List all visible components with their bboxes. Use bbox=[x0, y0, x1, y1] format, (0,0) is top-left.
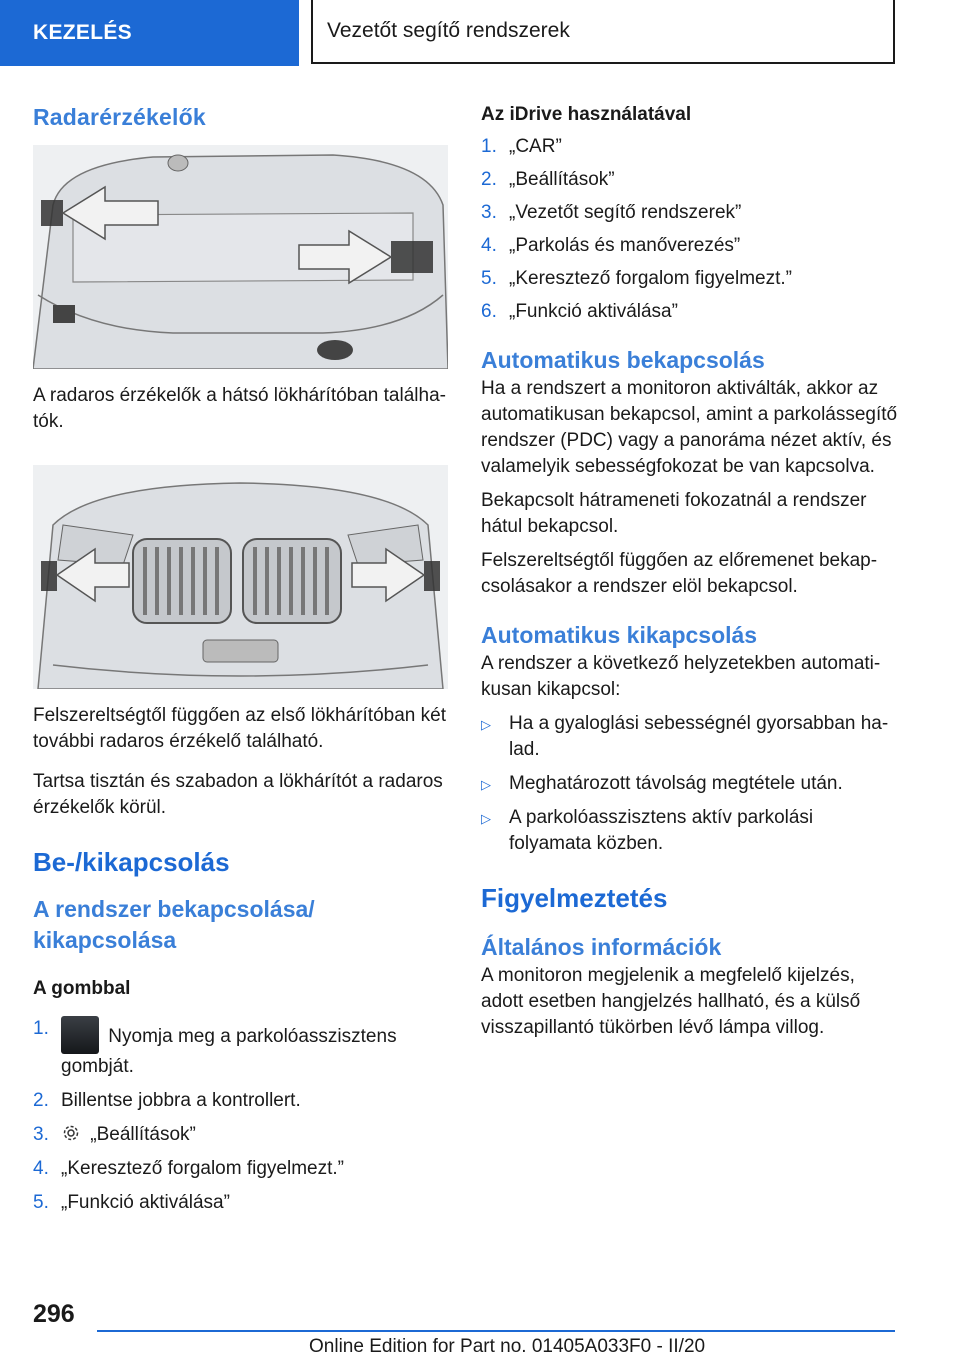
auto-on-paragraph: Bekapcsolt hátrameneti fokozatnál a rendszer hátul bekapcsol. bbox=[481, 490, 867, 537]
list-item bbox=[481, 299, 899, 325]
step-number: 5. bbox=[481, 268, 497, 289]
right-column bbox=[481, 96, 899, 1041]
gear-icon bbox=[61, 1123, 81, 1143]
page-number: 296 bbox=[33, 1300, 75, 1328]
list-item bbox=[33, 1156, 448, 1182]
park-assist-button-icon bbox=[61, 1016, 99, 1054]
auto-on-heading: Automatikus bekapcsolás bbox=[481, 347, 765, 373]
front-caption: Felszereltségtől függően az első lökhárítóban két további radaros érzékelő található. bbox=[33, 705, 446, 752]
list-item bbox=[481, 805, 899, 857]
step-number: 2. bbox=[33, 1090, 49, 1111]
list-item bbox=[481, 167, 899, 193]
left-column bbox=[33, 96, 448, 1216]
button-steps bbox=[33, 1016, 448, 1216]
radar-heading: Radarérzékelők bbox=[33, 104, 206, 130]
onoff-heading: Be-/kikapcsolás bbox=[33, 847, 230, 877]
triangle-bullet-icon: ▷ bbox=[481, 811, 491, 826]
step-number: 5. bbox=[33, 1192, 49, 1213]
button-heading: A gombbal bbox=[33, 978, 131, 999]
idrive-steps bbox=[481, 134, 899, 325]
step-number: 2. bbox=[481, 169, 497, 190]
step-number: 3. bbox=[33, 1124, 49, 1145]
step-text: „Beállítások” bbox=[90, 1124, 196, 1145]
step-text: „Parkolás és manőverezés” bbox=[509, 235, 741, 256]
list-item bbox=[481, 266, 899, 292]
idrive-heading: Az iDrive használatával bbox=[481, 104, 692, 125]
step-text: „Keresztező forgalom figyelmezt.” bbox=[61, 1158, 344, 1179]
footer-divider bbox=[97, 1330, 895, 1332]
rear-bumper-illustration bbox=[33, 145, 448, 369]
step-number: 3. bbox=[481, 202, 497, 223]
general-info-paragraph: A monitoron megjelenik a megfelelő kijelzés, adott esetben hangjelzés hallható, és a külső visszapillantó tükörben lévő lámpa villog. bbox=[481, 965, 861, 1038]
bullet-text: Ha a gyaloglási sebességnél gyorsabban ha-lad. bbox=[509, 713, 889, 760]
auto-off-heading: Automatikus kikapcsolás bbox=[481, 622, 758, 648]
step-text: „Vezetőt segítő rendszerek” bbox=[509, 202, 742, 223]
rear-caption: A radaros érzékelők a hátsó lökhárítóban találha-tók. bbox=[33, 385, 446, 432]
auto-off-intro: A rendszer a következő helyzetekben automati-kusan kikapcsol: bbox=[481, 653, 881, 700]
list-item bbox=[481, 771, 899, 797]
step-number: 1. bbox=[33, 1018, 49, 1039]
rear-bumper-figure bbox=[33, 145, 448, 369]
auto-off-list bbox=[481, 711, 899, 857]
step-text: „Keresztező forgalom figyelmezt.” bbox=[509, 268, 792, 289]
section-tab: KEZELÉS bbox=[0, 0, 299, 66]
step-text: „CAR” bbox=[509, 136, 562, 157]
step-text: „Funkció aktiválása” bbox=[61, 1192, 230, 1213]
bullet-text: A parkolóasszisztens aktív parkolási folyamata közben. bbox=[509, 807, 814, 854]
triangle-bullet-icon: ▷ bbox=[481, 777, 491, 792]
list-item bbox=[481, 134, 899, 160]
list-item bbox=[481, 200, 899, 226]
step-text: „Funkció aktiválása” bbox=[509, 301, 678, 322]
list-item bbox=[33, 1190, 448, 1216]
enable-heading: A rendszer bekapcsolása/ kikapcsolása bbox=[33, 896, 315, 953]
auto-on-paragraph: Felszereltségtől függően az előremenet bekap-csolásakor a rendszer elöl bekapcsol. bbox=[481, 550, 878, 597]
step-number: 6. bbox=[481, 301, 497, 322]
step-text: Billentse jobbra a kontrollert. bbox=[61, 1090, 301, 1111]
step-text: „Beállítások” bbox=[509, 169, 615, 190]
keep-clean-text: Tartsa tisztán és szabadon a lökhárítót a radaros érzékelők körül. bbox=[33, 771, 443, 818]
front-bumper-illustration bbox=[33, 465, 448, 689]
list-item bbox=[33, 1016, 448, 1080]
step-number: 4. bbox=[33, 1158, 49, 1179]
triangle-bullet-icon: ▷ bbox=[481, 717, 491, 732]
list-item bbox=[481, 711, 899, 763]
list-item bbox=[33, 1088, 448, 1114]
step-text: Nyomja meg a parkolóasszisztens gombját. bbox=[61, 1026, 397, 1077]
list-item bbox=[33, 1122, 448, 1148]
step-number: 1. bbox=[481, 136, 497, 157]
front-bumper-figure bbox=[33, 465, 448, 689]
list-item bbox=[481, 233, 899, 259]
bullet-text: Meghatározott távolság megtétele után. bbox=[509, 773, 843, 794]
edition-note: Online Edition for Part no. 01405A033F0 - II/20 bbox=[309, 1336, 706, 1357]
warning-heading: Figyelmeztetés bbox=[481, 883, 668, 913]
page-header bbox=[0, 0, 960, 66]
general-info-heading: Általános információk bbox=[481, 934, 722, 960]
auto-on-paragraph: Ha a rendszert a monitoron aktiválták, akkor az automatikusan bekapcsol, amint a parkolássegítő rendszer (PDC) vagy a panoráma nézet aktív, és valamelyik sebességfokozat be van kapcsolva. bbox=[481, 378, 898, 477]
step-number: 4. bbox=[481, 235, 497, 256]
chapter-title: Vezetőt segítő rendszerek bbox=[311, 0, 895, 64]
